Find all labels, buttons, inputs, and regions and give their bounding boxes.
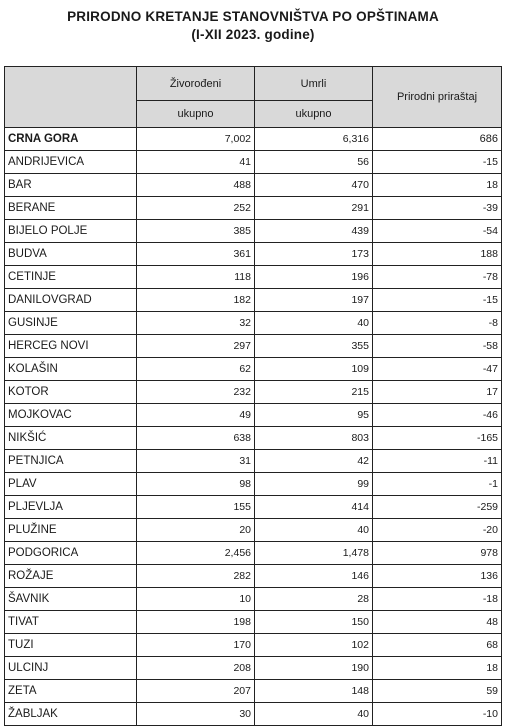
header-born-sub: ukupno bbox=[137, 101, 255, 128]
cell-municipality: PLAV bbox=[5, 473, 137, 496]
cell-municipality: PODGORICA bbox=[5, 542, 137, 565]
cell-born: 297 bbox=[137, 335, 255, 358]
table-header bbox=[5, 67, 502, 128]
table-row bbox=[5, 496, 502, 519]
table-row bbox=[5, 381, 502, 404]
cell-died: 40 bbox=[255, 703, 373, 726]
cell-municipality: BUDVA bbox=[5, 243, 137, 266]
cell-born: 30 bbox=[137, 703, 255, 726]
cell-born: 488 bbox=[137, 174, 255, 197]
table-row bbox=[5, 611, 502, 634]
cell-growth: -78 bbox=[373, 266, 502, 289]
table-row bbox=[5, 565, 502, 588]
table-row bbox=[5, 634, 502, 657]
cell-born: 638 bbox=[137, 427, 255, 450]
cell-municipality: PLUŽINE bbox=[5, 519, 137, 542]
cell-died: 40 bbox=[255, 519, 373, 542]
table-row bbox=[5, 427, 502, 450]
cell-growth: -54 bbox=[373, 220, 502, 243]
table-row bbox=[5, 243, 502, 266]
cell-growth: 17 bbox=[373, 381, 502, 404]
table-row bbox=[5, 473, 502, 496]
cell-died: 42 bbox=[255, 450, 373, 473]
cell-municipality: ŽABLJAK bbox=[5, 703, 137, 726]
cell-died: 6,316 bbox=[255, 128, 373, 151]
cell-born: 10 bbox=[137, 588, 255, 611]
cell-growth: -47 bbox=[373, 358, 502, 381]
cell-died: 196 bbox=[255, 266, 373, 289]
cell-born: 32 bbox=[137, 312, 255, 335]
cell-growth: 686 bbox=[373, 128, 502, 151]
cell-municipality: DANILOVGRAD bbox=[5, 289, 137, 312]
cell-municipality: ROŽAJE bbox=[5, 565, 137, 588]
table-row bbox=[5, 174, 502, 197]
cell-born: 198 bbox=[137, 611, 255, 634]
table-row-total bbox=[5, 128, 502, 151]
page-title bbox=[0, 8, 506, 44]
cell-growth: -15 bbox=[373, 289, 502, 312]
table-row bbox=[5, 197, 502, 220]
header-municipality bbox=[5, 67, 137, 128]
header-born: Živorođeni bbox=[137, 67, 255, 101]
cell-municipality: TIVAT bbox=[5, 611, 137, 634]
cell-born: 49 bbox=[137, 404, 255, 427]
table-row bbox=[5, 588, 502, 611]
cell-died: 470 bbox=[255, 174, 373, 197]
population-table bbox=[4, 66, 502, 726]
cell-born: 62 bbox=[137, 358, 255, 381]
cell-died: 102 bbox=[255, 634, 373, 657]
cell-growth: -58 bbox=[373, 335, 502, 358]
cell-growth: 188 bbox=[373, 243, 502, 266]
cell-municipality: KOLAŠIN bbox=[5, 358, 137, 381]
table-row bbox=[5, 220, 502, 243]
cell-municipality: BERANE bbox=[5, 197, 137, 220]
cell-growth: -46 bbox=[373, 404, 502, 427]
cell-growth: -8 bbox=[373, 312, 502, 335]
cell-died: 146 bbox=[255, 565, 373, 588]
cell-died: 148 bbox=[255, 680, 373, 703]
cell-growth: -15 bbox=[373, 151, 502, 174]
cell-born: 385 bbox=[137, 220, 255, 243]
cell-growth: -39 bbox=[373, 197, 502, 220]
cell-died: 803 bbox=[255, 427, 373, 450]
cell-born: 155 bbox=[137, 496, 255, 519]
table-row bbox=[5, 450, 502, 473]
cell-municipality: CRNA GORA bbox=[5, 128, 137, 151]
cell-growth: 68 bbox=[373, 634, 502, 657]
cell-municipality: ŠAVNIK bbox=[5, 588, 137, 611]
cell-municipality: KOTOR bbox=[5, 381, 137, 404]
cell-born: 182 bbox=[137, 289, 255, 312]
table-row bbox=[5, 335, 502, 358]
cell-born: 31 bbox=[137, 450, 255, 473]
cell-growth: -10 bbox=[373, 703, 502, 726]
cell-growth: -11 bbox=[373, 450, 502, 473]
cell-municipality: NIKŠIĆ bbox=[5, 427, 137, 450]
cell-municipality: GUSINJE bbox=[5, 312, 137, 335]
cell-municipality: MOJKOVAC bbox=[5, 404, 137, 427]
cell-municipality: PETNJICA bbox=[5, 450, 137, 473]
cell-municipality: BAR bbox=[5, 174, 137, 197]
table-row bbox=[5, 404, 502, 427]
table-row bbox=[5, 703, 502, 726]
cell-died: 95 bbox=[255, 404, 373, 427]
cell-growth: 978 bbox=[373, 542, 502, 565]
cell-died: 28 bbox=[255, 588, 373, 611]
cell-municipality: TUZI bbox=[5, 634, 137, 657]
table-row bbox=[5, 680, 502, 703]
cell-died: 215 bbox=[255, 381, 373, 404]
table-row bbox=[5, 542, 502, 565]
cell-died: 109 bbox=[255, 358, 373, 381]
cell-born: 282 bbox=[137, 565, 255, 588]
cell-municipality: ANDRIJEVICA bbox=[5, 151, 137, 174]
cell-died: 439 bbox=[255, 220, 373, 243]
cell-municipality: ULCINJ bbox=[5, 657, 137, 680]
title-line-2: (I-XII 2023. godine) bbox=[191, 27, 315, 42]
table-row bbox=[5, 289, 502, 312]
cell-born: 207 bbox=[137, 680, 255, 703]
cell-born: 7,002 bbox=[137, 128, 255, 151]
cell-born: 20 bbox=[137, 519, 255, 542]
cell-died: 99 bbox=[255, 473, 373, 496]
cell-born: 208 bbox=[137, 657, 255, 680]
cell-growth: -165 bbox=[373, 427, 502, 450]
header-died-sub: ukupno bbox=[255, 101, 373, 128]
cell-died: 40 bbox=[255, 312, 373, 335]
cell-municipality: HERCEG NOVI bbox=[5, 335, 137, 358]
table-row bbox=[5, 312, 502, 335]
cell-born: 2,456 bbox=[137, 542, 255, 565]
cell-died: 197 bbox=[255, 289, 373, 312]
cell-died: 173 bbox=[255, 243, 373, 266]
cell-born: 252 bbox=[137, 197, 255, 220]
cell-died: 414 bbox=[255, 496, 373, 519]
cell-municipality: CETINJE bbox=[5, 266, 137, 289]
cell-growth: 59 bbox=[373, 680, 502, 703]
cell-born: 118 bbox=[137, 266, 255, 289]
cell-died: 190 bbox=[255, 657, 373, 680]
cell-growth: 48 bbox=[373, 611, 502, 634]
cell-growth: 18 bbox=[373, 174, 502, 197]
table-row bbox=[5, 519, 502, 542]
cell-born: 41 bbox=[137, 151, 255, 174]
table-row bbox=[5, 657, 502, 680]
cell-died: 291 bbox=[255, 197, 373, 220]
cell-born: 98 bbox=[137, 473, 255, 496]
cell-died: 150 bbox=[255, 611, 373, 634]
table-body bbox=[5, 128, 502, 726]
table-row bbox=[5, 151, 502, 174]
cell-growth: -18 bbox=[373, 588, 502, 611]
cell-born: 170 bbox=[137, 634, 255, 657]
cell-born: 232 bbox=[137, 381, 255, 404]
cell-died: 56 bbox=[255, 151, 373, 174]
cell-born: 361 bbox=[137, 243, 255, 266]
cell-municipality: ZETA bbox=[5, 680, 137, 703]
header-died: Umrli bbox=[255, 67, 373, 101]
cell-municipality: PLJEVLJA bbox=[5, 496, 137, 519]
title-line-1: PRIRODNO KRETANJE STANOVNIŠTVA PO OPŠTINAMA bbox=[67, 9, 439, 24]
table-row bbox=[5, 266, 502, 289]
cell-died: 355 bbox=[255, 335, 373, 358]
cell-growth: -1 bbox=[373, 473, 502, 496]
cell-growth: -20 bbox=[373, 519, 502, 542]
cell-municipality: BIJELO POLJE bbox=[5, 220, 137, 243]
cell-growth: 136 bbox=[373, 565, 502, 588]
header-growth: Prirodni priraštaj bbox=[373, 67, 502, 128]
cell-growth: -259 bbox=[373, 496, 502, 519]
cell-growth: 18 bbox=[373, 657, 502, 680]
cell-died: 1,478 bbox=[255, 542, 373, 565]
table-row bbox=[5, 358, 502, 381]
